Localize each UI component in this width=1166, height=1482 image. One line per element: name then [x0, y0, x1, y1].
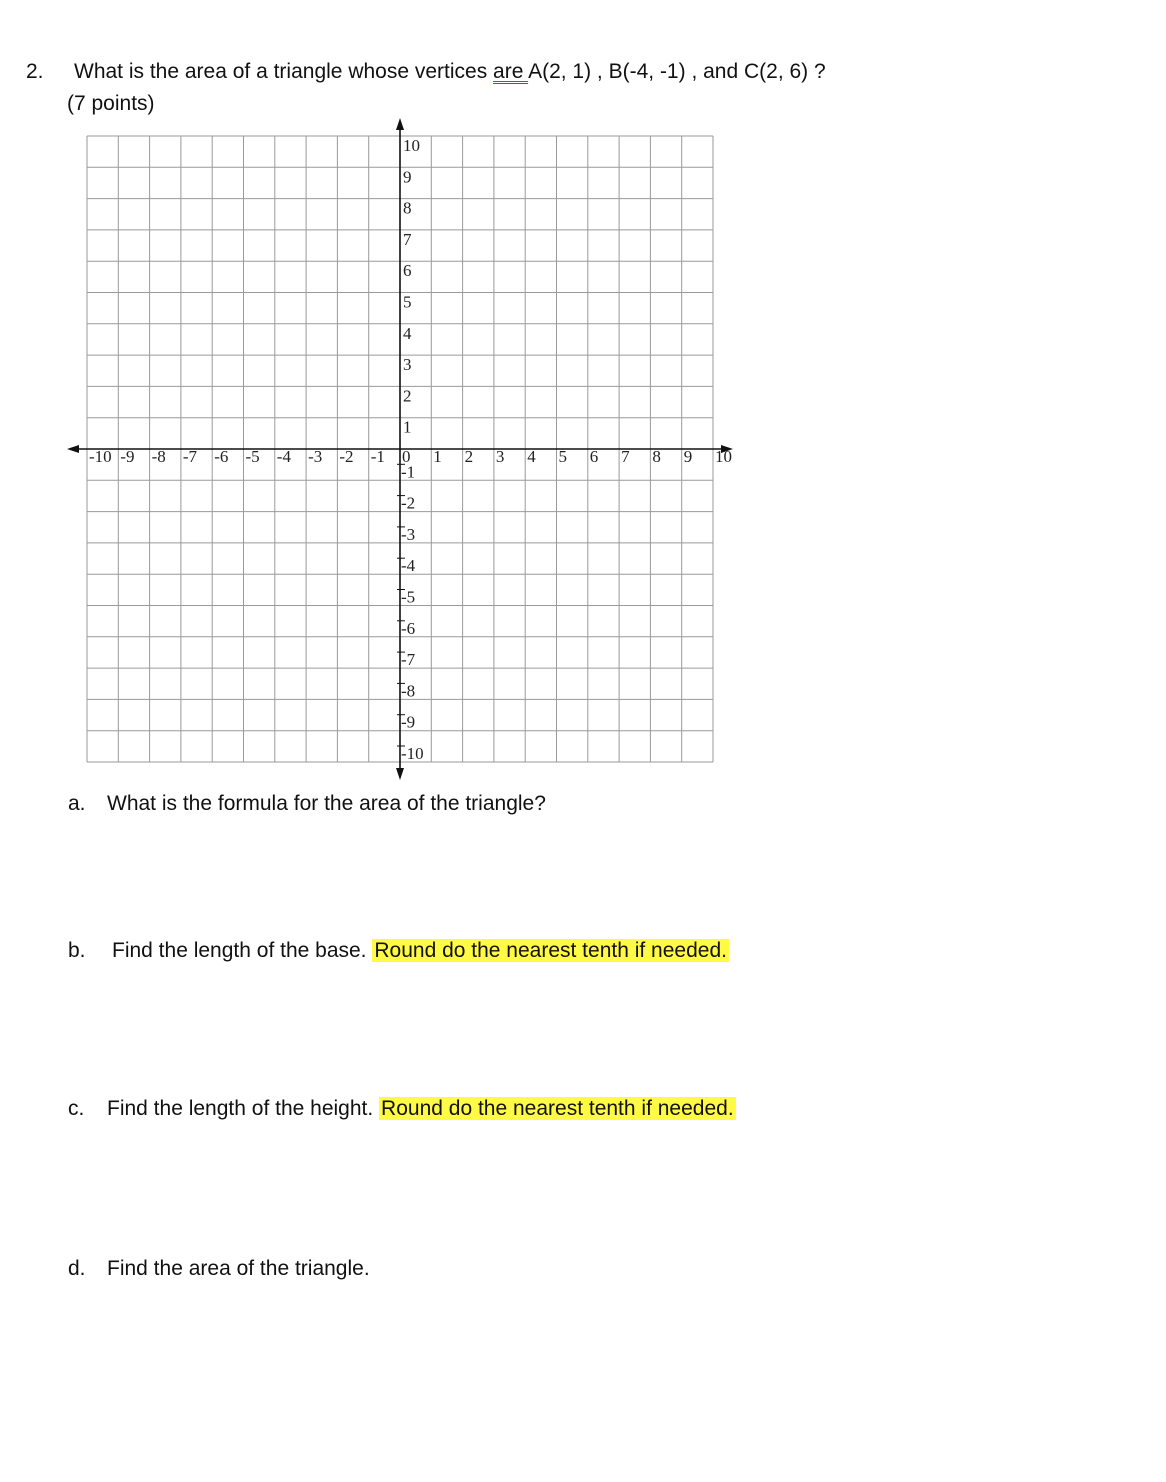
- x-tick-label: -10: [89, 447, 112, 466]
- x-tick-label: -5: [245, 447, 260, 466]
- y-tick-label: -7: [401, 650, 416, 670]
- part-a-question: What is the formula for the area of the triangle?: [107, 792, 546, 815]
- y-tick-label: 7: [403, 229, 412, 249]
- x-tick-label: -4: [276, 447, 291, 466]
- x-tick-label: -6: [214, 447, 229, 466]
- y-tick-label: 2: [403, 386, 412, 406]
- y-tick-label: -1: [401, 462, 416, 482]
- y-tick-label: -9: [401, 712, 416, 732]
- question-number: 2.: [26, 60, 44, 83]
- part-c-letter: c.: [68, 1097, 85, 1120]
- prompt-text-start: What is the area of a triangle whose vertices: [74, 60, 494, 83]
- y-tick-label: 8: [403, 198, 412, 218]
- y-tick-label: 10: [403, 136, 420, 155]
- y-tick-label: 1: [403, 417, 412, 437]
- part-c-text: Find the length of the height.: [107, 1097, 374, 1120]
- part-c-highlight: Round do the nearest tenth if needed.: [381, 1097, 734, 1120]
- y-tick-label: -2: [401, 493, 416, 513]
- x-tick-label: -7: [182, 447, 198, 466]
- y-tick-label: 9: [403, 167, 412, 187]
- x-tick-label: 5: [558, 447, 567, 466]
- x-tick-label: -1: [370, 447, 385, 466]
- x-tick-label: 10: [715, 447, 732, 466]
- x-tick-label: 8: [652, 447, 661, 466]
- y-tick-label: -6: [401, 618, 416, 638]
- y-axis-arrow-down: [396, 768, 404, 780]
- x-tick-label: 4: [527, 447, 536, 466]
- y-tick-label: 5: [403, 292, 412, 312]
- prompt-underlined-text: are: [493, 60, 529, 83]
- x-tick-label: -3: [308, 447, 323, 466]
- x-axis-arrow-left: [67, 445, 79, 453]
- y-tick-label: 4: [403, 323, 412, 343]
- y-tick-label: -8: [401, 681, 416, 701]
- x-tick-label: -8: [151, 447, 166, 466]
- x-tick-label: 9: [683, 447, 693, 466]
- x-tick-label: -9: [120, 447, 135, 466]
- prompt-vertices-text: A(2, 1) , B(-4, -1) , and C(2, 6) ?: [528, 60, 826, 83]
- x-tick-label: 0: [402, 447, 411, 466]
- y-tick-label: -3: [401, 524, 416, 544]
- y-tick-label: -10: [401, 744, 424, 763]
- x-tick-label: 2: [464, 447, 474, 466]
- part-d-question: Find the area of the triangle.: [107, 1257, 370, 1280]
- part-b-letter: b.: [68, 939, 86, 962]
- x-tick-label: 6: [589, 447, 599, 466]
- y-tick-label: -4: [401, 556, 416, 576]
- y-tick-label: 6: [403, 261, 412, 281]
- y-tick-label: 3: [403, 355, 412, 375]
- x-tick-label: 3: [495, 447, 505, 466]
- question-points: (7 points): [67, 92, 155, 115]
- part-c-question: [107, 1095, 736, 1123]
- x-tick-label: 1: [433, 447, 442, 466]
- part-b-question: [112, 937, 729, 965]
- part-b-highlight: Round do the nearest tenth if needed.: [374, 939, 727, 962]
- x-tick-label: -2: [339, 447, 354, 466]
- y-tick-label: -5: [401, 587, 416, 607]
- y-axis-arrow-up: [396, 118, 404, 130]
- part-b-text: Find the length of the base.: [112, 939, 367, 962]
- x-tick-label: 7: [621, 447, 630, 466]
- part-d-letter: d.: [68, 1257, 86, 1280]
- part-a-letter: a.: [68, 792, 86, 815]
